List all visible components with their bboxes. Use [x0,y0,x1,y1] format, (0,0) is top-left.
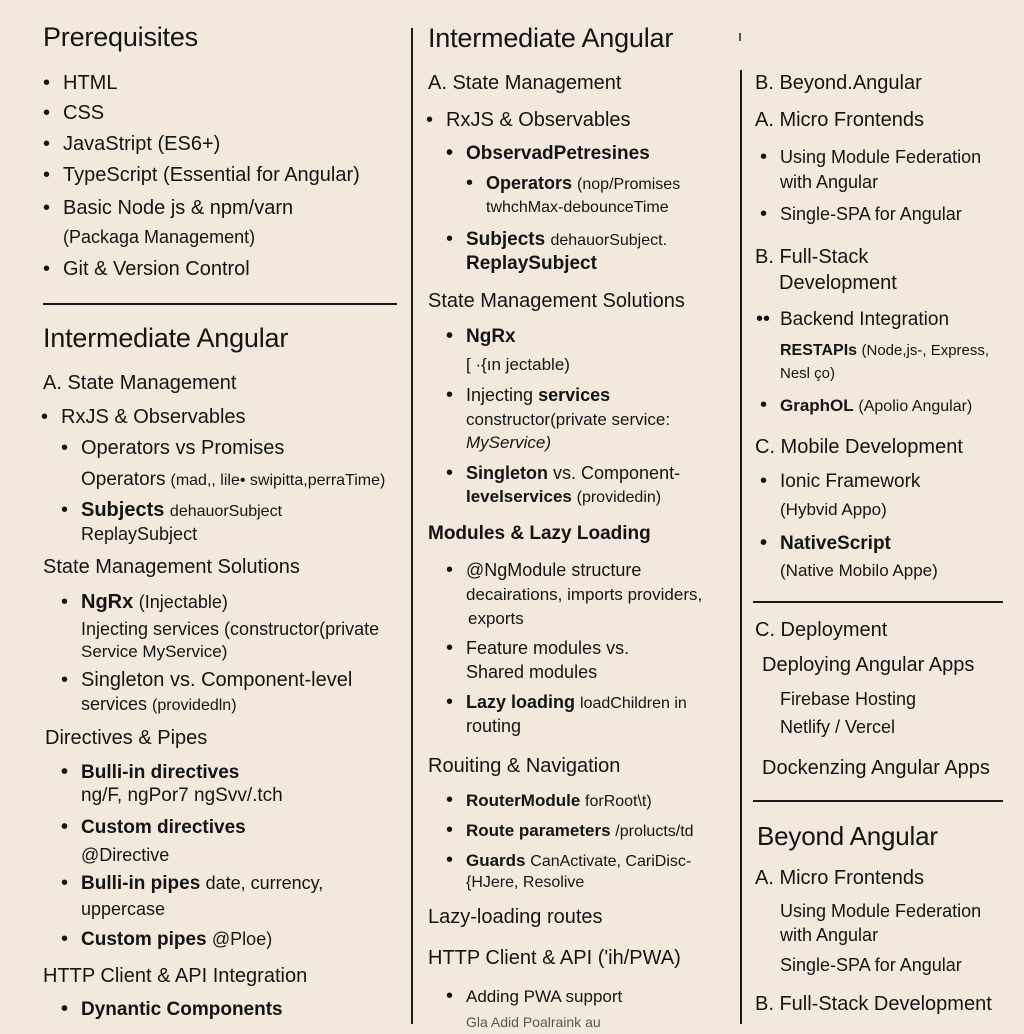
list-item-detail: exports [468,609,524,628]
list-item-detail: RESTAPIs (Node,js-, Express, [780,342,990,359]
bullet-icon: • [466,172,474,194]
list-item: • NgRx (Injectable) [61,591,228,613]
list-item-detail: services (providedln) [81,694,237,714]
section-divider [753,601,1003,603]
list-item-detail: twhchMax-debounceTime [486,199,669,216]
bullet-icon: • [61,761,69,783]
bullet-icon: •• [756,308,771,330]
list-item: • TypeScript (Essential for Angular) [43,164,360,186]
list-item: • Singleton vs. Component- [446,462,681,484]
bullet-icon: • [61,998,69,1020]
subsection-title: Modules & Lazy Loading [428,523,651,544]
bullet-icon: • [43,197,51,219]
list-item-detail: MyService) [466,433,552,452]
column-divider-left [411,28,413,1024]
list-item: • Guards CanActivate, CariDisc- [446,849,692,871]
list-item-detail: (Hybvid Appo) [780,500,887,519]
bullet-icon: • [446,142,454,164]
bullet-icon: • [43,102,51,124]
bullet-icon: • [446,559,454,581]
section-title-beyond: Beyond Angular [757,821,938,851]
subsection-title: State Management Solutions [43,556,300,578]
bullet-icon: • [760,470,768,492]
list-item: • NativeScript [760,532,891,554]
bullet-icon: • [446,691,454,713]
list-item: • HTML [43,72,118,94]
bullet-icon: • [446,384,454,406]
list-item: • @NgModule structure [446,559,642,581]
list-item: • Operators vs Promises [61,437,285,459]
subsection-title: HTTP Client & API ('ih/PWA) [428,947,681,969]
column-divider-right [740,70,742,1024]
list-item: • ObservadPetresines [446,142,650,164]
subsection-title: Directives & Pipes [45,727,208,749]
list-item-detail: levelservices (providedin) [466,487,662,506]
list-item: • RxJS & Observables [426,109,631,131]
list-item-detail: Gla Adid Poalraink au [466,1014,601,1030]
bullet-icon: • [61,499,69,521]
bullet-icon: • [61,872,69,894]
bullet-icon: • [446,325,454,347]
section-divider [43,303,397,305]
subsection-title: Development [779,272,897,294]
list-item-detail: (Packaga Management) [63,227,256,247]
list-item: • Bulli-in pipes date, currency, [61,872,324,894]
list-item-detail: ReplaySubject [81,524,198,544]
subsection-title: B. Full-Stack Development [755,993,992,1015]
list-item: • Operators (nop/Promises [466,172,681,194]
bullet-icon: • [760,532,768,554]
section-title-intermediate: Intermediate Angular [43,323,289,353]
list-item-detail: Using Module Federation [780,901,982,921]
subsection-title: Deploying Angular Apps [762,654,975,676]
list-item-detail: Operators (mad,, lile• swipitta,perraTime) [81,469,386,490]
list-item-detail: ReplaySubject [466,253,597,274]
list-item-detail: [ ·{ın jectable) [466,355,570,374]
list-item-detail: with Angular [780,925,879,945]
list-item-detail: Single-SPA for Angular [780,955,962,975]
list-item: • Subjects dehauorSubject [61,499,283,521]
subsection-title: A. State Management [43,372,237,394]
list-item: • Ionic Framework [760,470,921,492]
list-item: • Using Module Federation [760,146,982,168]
bullet-icon: • [446,985,454,1007]
section-divider [753,800,1003,802]
list-item-detail: ng/F, ngPor7 ngSvv/.tch [81,785,283,806]
bullet-icon: • [43,258,51,280]
list-item: • Dynantic Components [61,998,283,1020]
bullet-icon: • [760,394,768,416]
subsection-title: A. Micro Frontends [755,109,924,131]
list-item: • Subjects dehauorSubject. [446,228,668,250]
list-item: • Git & Version Control [43,258,250,280]
subsection-title: A. Micro Frontends [755,867,924,889]
list-item: • NgRx [446,325,516,347]
list-item-detail: with Angular [780,172,879,192]
list-item-detail: Netlify / Vercel [780,717,896,737]
list-item-detail: routing [466,716,522,736]
list-item: • Lazy loading loadChildren in [446,691,687,713]
list-item: • Single-SPA for Angular [760,203,962,225]
subsection-title: B. Beyond.Angular [755,72,922,94]
bullet-icon: • [61,669,69,691]
subsection-title: B. Full-Stack [755,246,869,268]
section-title-intermediate: Intermediate Angular [428,23,674,53]
bullet-icon: • [41,406,49,428]
bullet-icon: • [43,72,51,94]
list-item: • Custom pipes @Ploe) [61,928,273,950]
bullet-icon: • [446,849,454,871]
list-item: • RouterModule forRoot\t) [446,789,652,811]
list-item-detail: uppercase [81,899,166,919]
subsection-title: Rouiting & Navigation [428,755,621,777]
list-item: •• Backend Integration [756,308,950,330]
subsection-title: C. Mobile Development [755,436,963,458]
subsection-title: Dockenzing Angular Apps [762,757,990,779]
divider-tick [739,33,741,41]
subsection-title: C. Deployment [755,619,888,641]
subsection-title: State Management Solutions [428,290,685,312]
list-item: • Custom directives [61,816,246,838]
list-item: • Bulli-in directives [61,761,240,783]
list-item-detail: Injecting services (constructor(private [81,619,380,639]
subsection-title: HTTP Client & API Integration [43,965,308,987]
bullet-icon: • [61,928,69,950]
list-item-detail: @Directive [81,845,170,865]
list-item-detail: {HJere, Resolive [466,874,585,891]
list-item: • Adding PWA support [446,985,623,1007]
bullet-icon: • [446,637,454,659]
bullet-icon: • [61,816,69,838]
list-item-detail: Shared modules [466,662,598,682]
bullet-icon: • [446,819,454,841]
list-item: • Feature modules vs. [446,637,630,659]
list-item: • CSS [43,102,105,124]
list-item: • Route parameters /prolucts/td [446,819,694,841]
list-item: • JavaStript (ES6+) [43,133,221,155]
bullet-icon: • [43,164,51,186]
bullet-icon: • [61,437,69,459]
bullet-icon: • [61,591,69,613]
list-item: • Injecting services [446,384,611,406]
bullet-icon: • [43,133,51,155]
list-item-detail: Firebase Hosting [780,689,917,709]
bullet-icon: • [446,228,454,250]
list-item-detail: Nesl ço) [780,365,836,382]
list-item-detail: Service MyService) [81,642,228,661]
bullet-icon: • [426,109,434,131]
list-item-detail: decairations, imports providers, [466,585,703,604]
list-item: • Basic Node js & npm/varn [43,197,294,219]
list-item-detail: (Native Mobilo Appe) [780,561,938,580]
bullet-icon: • [760,146,768,168]
bullet-icon: • [446,789,454,811]
list-item: • GraphOL (Apolio Angular) [760,394,973,416]
section-title-prerequisites: Prerequisites [43,22,198,52]
subsection-title: Lazy-loading routes [428,906,603,928]
bullet-icon: • [760,203,768,225]
list-item-detail: constructor(private service: [466,410,671,429]
bullet-icon: • [446,462,454,484]
subsection-title: A. State Management [428,72,622,94]
list-item: • RxJS & Observables [41,406,246,428]
list-item: • Singleton vs. Component-level [61,669,353,691]
